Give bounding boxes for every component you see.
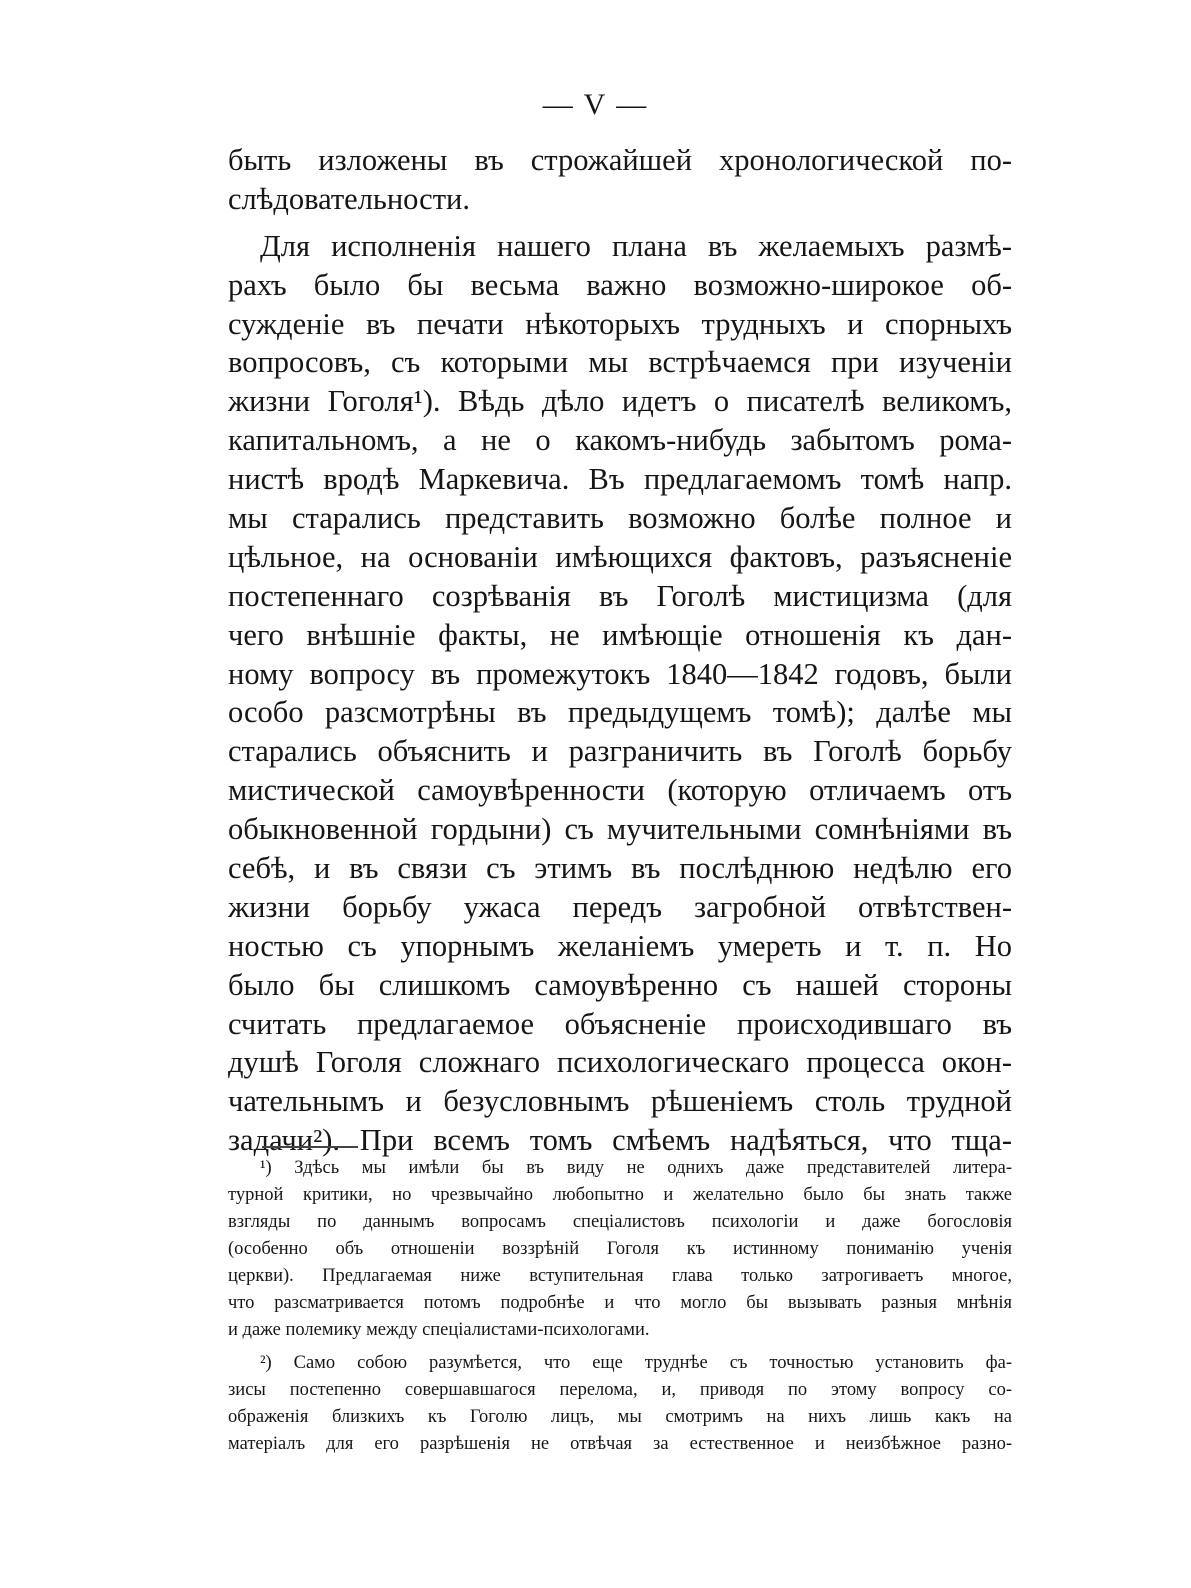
- footnote-line: зисы постепенно совершавшагося перелома, и, приводя по этому вопросу со-: [228, 1380, 1012, 1400]
- text-line: вопросовъ, съ которыми мы встрѣчаемся при изученіи: [228, 345, 1012, 380]
- text-line: мы старались представить возможно болѣе полное и: [228, 501, 1012, 536]
- footnote-line: (особенно объ отношеніи воззрѣній Гоголя къ истинному пониманію ученія: [228, 1239, 1012, 1259]
- text-line: задачи²). При всемъ томъ смѣемъ надѣяться, что тща-: [228, 1123, 1012, 1158]
- text-line: быть изложены въ строжайшей хронологической по-: [228, 143, 1012, 177]
- footnotes: [228, 1155, 1012, 1458]
- text-line: особо разсмотрѣны въ предыдущемъ томѣ); далѣе мы: [228, 695, 1012, 730]
- text-line: жизни Гоголя¹). Вѣдь дѣло идетъ о писателѣ великомъ,: [228, 384, 1012, 419]
- page-number: — V —: [542, 88, 649, 121]
- text-line: жизни борьбу ужаса передъ загробной отвѣтствен-: [228, 889, 1012, 924]
- footnote-line: и даже полемику между спеціалистами-психологами.: [228, 1320, 650, 1340]
- footnote-line: взгляды по даннымъ вопросамъ спеціалистовъ психологіи и даже богословія: [228, 1212, 1012, 1232]
- text-line: обыкновенной гордыни) съ мучительными сомнѣніями въ: [228, 812, 1012, 847]
- paragraph-gap: [228, 219, 1012, 227]
- text-line: рахъ было бы весьма важно возможно-широкое об-: [228, 267, 1012, 302]
- footnote-separator: [262, 1146, 358, 1148]
- footnote-line: турной критики, но чрезвычайно любопытно и желательно было бы знать также: [228, 1185, 1012, 1205]
- text-line: чего внѣшніе факты, не имѣющіе отношенія къ дан-: [228, 617, 1012, 652]
- footnote-line: ²) Само собою разумѣется, что еще труднѣе съ точностью установить фа-: [260, 1353, 1012, 1373]
- text-line: чательнымъ и безусловнымъ рѣшеніемъ столь трудной: [228, 1084, 1012, 1119]
- footnote-line: церкви). Предлагаемая ниже вступительная глава только затрогиваетъ многое,: [228, 1266, 1012, 1286]
- text-line: нистѣ вродѣ Маркевича. Въ предлагаемомъ томѣ напр.: [228, 462, 1012, 497]
- text-line: ностью съ упорнымъ желаніемъ умереть и т. п. Но: [228, 928, 1012, 963]
- text-line: мистической самоувѣренности (которую отличаемъ отъ: [228, 773, 1012, 808]
- text-line: ному вопросу въ промежутокъ 1840—1842 годовъ, были: [228, 656, 1012, 691]
- footnote-line: матеріалъ для его разрѣшенія не отвѣчая за естественное и неизбѣжное разно-: [228, 1434, 1012, 1454]
- text-line: слѣдовательности.: [228, 181, 470, 216]
- text-line: постепеннаго созрѣванія въ Гоголѣ мистицизма (для: [228, 578, 1012, 613]
- text-line: сужденіе въ печати нѣкоторыхъ трудныхъ и спорныхъ: [228, 306, 1012, 341]
- text-line: цѣльное, на основаніи имѣющихся фактовъ, разъясненіе: [228, 539, 1012, 574]
- text-line: себѣ, и въ связи съ этимъ въ послѣднюю недѣлю его: [228, 851, 1012, 886]
- body-text: [228, 141, 1012, 1160]
- footnote-line: ¹) Здѣсь мы имѣли бы въ виду не однихъ даже представителей литера-: [260, 1158, 1012, 1178]
- footnote-line: ображенія близкихъ къ Гоголю лицъ, мы смотримъ на нихъ лишь какъ на: [228, 1407, 1012, 1427]
- text-line: капитальномъ, а не о какомъ-нибудь забытомъ рома-: [228, 423, 1012, 458]
- text-line: было бы слишкомъ самоувѣренно съ нашей стороны: [228, 967, 1012, 1002]
- footnote-line: что разсматривается потомъ подробнѣе и что могло бы вызывать разныя мнѣнія: [228, 1293, 1012, 1313]
- text-line: Для исполненія нашего плана въ желаемыхъ размѣ-: [260, 228, 1012, 263]
- text-line: душѣ Гоголя сложнаго психологическаго процесса окон-: [228, 1045, 1012, 1080]
- text-line: считать предлагаемое объясненіе происходившаго въ: [228, 1006, 1012, 1041]
- text-line: старались объяснить и разграничить въ Гоголѣ борьбу: [228, 734, 1012, 769]
